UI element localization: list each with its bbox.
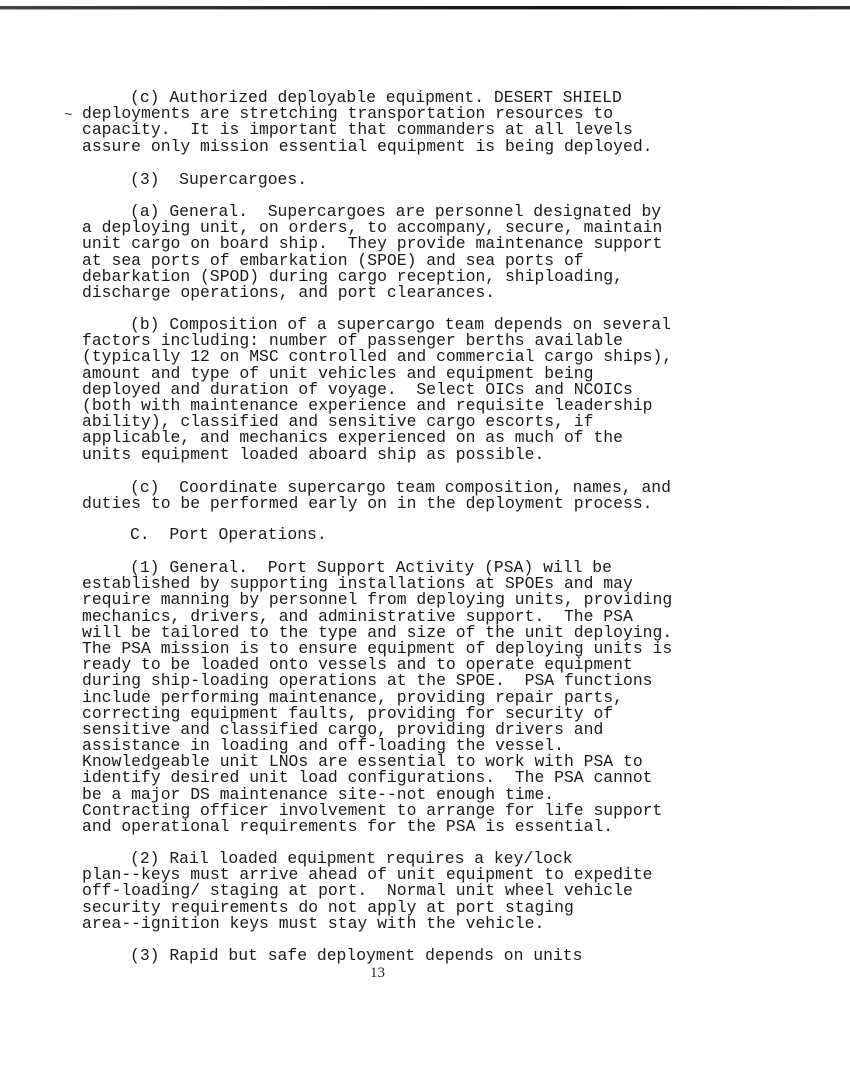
text-line: will be tailored to the type and size of the unit deploying. [82, 622, 673, 642]
text-line: C. Port Operations. [130, 525, 327, 544]
text-line: (typically 12 on MSC controlled and commercial cargo ships), [82, 347, 673, 367]
text-line: require manning by personnel from deploying units, providing [82, 590, 673, 610]
text-line: ready to be loaded onto vessels and to operate equipment [82, 655, 633, 675]
paragraph-2-rail-loaded [82, 851, 782, 932]
text-line: units equipment loaded aboard ship as possible. [82, 444, 545, 464]
text-line: plan--keys must arrive ahead of unit equipment to expedite [82, 865, 653, 885]
text-line: (3) Supercargoes. [130, 170, 308, 189]
text-line: sensitive and classified cargo, providing drivers and [82, 719, 604, 739]
text-line: deployed and duration of voyage. Select OICs and NCOICs [82, 379, 633, 399]
paragraph-a-general [82, 204, 782, 301]
text-line: identify desired unit load configurations. The PSA cannot [82, 768, 653, 788]
text-line: (3) Rapid but safe deployment depends on units [130, 946, 583, 965]
text-line: be a major DS maintenance site--not enough time. [82, 784, 555, 804]
text-line: debarkation (SPOD) during cargo reception, shiploading, [82, 266, 623, 286]
text-line: assure only mission essential equipment is being deployed. [82, 136, 653, 156]
paragraph-b-composition [82, 317, 782, 463]
scan-top-border-shadow [0, 9, 850, 10]
paragraph-1-general [82, 560, 782, 835]
text-line: ability), classified and sensitive cargo escorts, if [82, 412, 594, 432]
paragraph-heading-port-operations [82, 527, 782, 543]
text-line: (b) Composition of a supercargo team depends on several [130, 315, 671, 334]
text-line: assistance in loading and off-loading the vessel. [82, 736, 564, 756]
text-line: (c) Coordinate supercargo team composition, names, and [130, 478, 671, 497]
paragraph-c-coordinate [82, 480, 782, 512]
text-line: unit cargo on board ship. They provide maintenance support [82, 234, 663, 254]
page-number: 13 [370, 965, 385, 981]
text-line: (a) General. Supercargoes are personnel designated by [130, 202, 662, 221]
paragraph-heading-supercargoes [82, 172, 782, 188]
text-line: capacity. It is important that commanders at all levels [82, 120, 633, 140]
text-line: at sea ports of embarkation (SPOE) and sea ports of [82, 250, 584, 270]
text-line: correcting equipment faults, providing for security of [82, 703, 614, 723]
text-line: (2) Rail loaded equipment requires a key/lock [130, 849, 573, 868]
text-line: include performing maintenance, providing repair parts, [82, 687, 623, 707]
text-line: security requirements do not apply at port staging [82, 897, 574, 917]
text-line: (1) General. Port Support Activity (PSA) will be [130, 558, 612, 577]
text-line: Contracting officer involvement to arrange for life support [82, 800, 663, 820]
text-line: (both with maintenance experience and requisite leadership [82, 395, 653, 415]
text-line: The PSA mission is to ensure equipment of deploying units is [82, 638, 673, 658]
text-line: discharge operations, and port clearances. [82, 282, 496, 302]
text-line: established by supporting installations at SPOEs and may [82, 574, 633, 594]
text-line: (c) Authorized deployable equipment. DESERT SHIELD [130, 88, 622, 107]
text-line: area--ignition keys must stay with the vehicle. [82, 913, 545, 933]
text-line: applicable, and mechanics experienced on as much of the [82, 428, 623, 448]
paragraph-c-authorized-equipment [82, 90, 782, 155]
text-line: and operational requirements for the PSA is essential. [82, 817, 614, 836]
text-line: factors including: number of passenger berths available [82, 331, 623, 351]
text-line: mechanics, drivers, and administrative support. The PSA [82, 606, 633, 626]
text-line: amount and type of unit vehicles and equipment being [82, 363, 594, 383]
margin-mark: ~ [64, 108, 73, 124]
text-line: a deploying unit, on orders, to accompany, secure, maintain [82, 218, 663, 238]
text-line: duties to be performed early on in the deployment process. [82, 494, 653, 514]
text-line: off-loading/ staging at port. Normal unit wheel vehicle [82, 881, 633, 901]
text-line: during ship-loading operations at the SPOE. PSA functions [82, 671, 653, 691]
paragraph-3-rapid-deployment [82, 948, 782, 964]
text-line: Knowledgeable unit LNOs are essential to work with PSA to [82, 752, 643, 772]
text-line: deployments are stretching transportation resources to [82, 104, 614, 124]
